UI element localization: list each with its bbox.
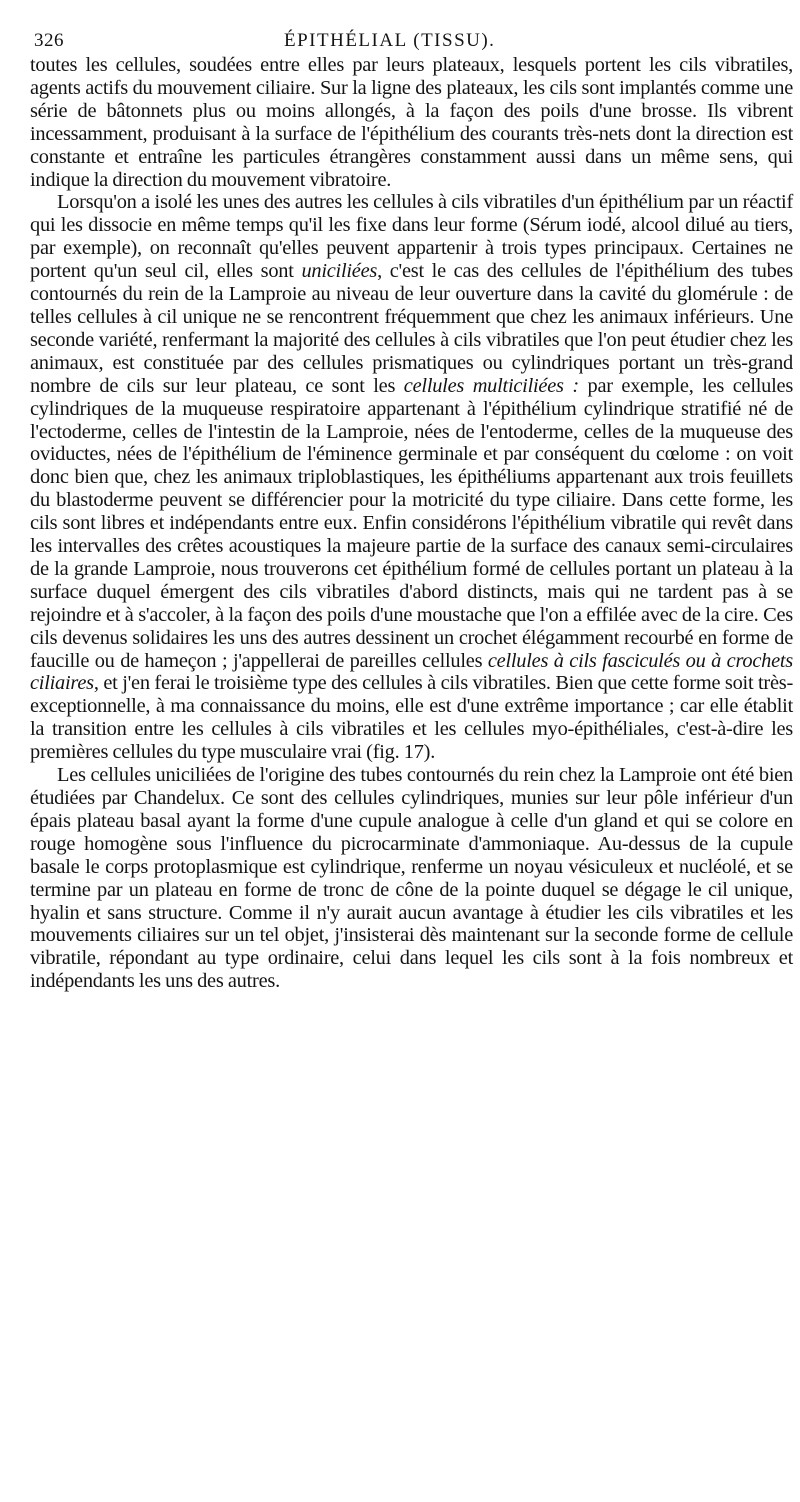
- text-run: , et j'en ferai le troisième type des cellules à cils vibratiles. Bien que cette forme soit très-exceptionnelle, à ma connaissance du moins, elle est d'une extrême importance ; car elle établit la transition entre les cellules à cils vibratiles et les cellules myo-épithéliales, c'est-à-dire les premières cellules du type musculaire vrai (fig. 17).: [30, 672, 793, 764]
- page-number: 326: [34, 30, 64, 51]
- running-head: [30, 20, 793, 54]
- text-run: , c'est le cas des cellules de l'épithélium des tubes contournés du rein de la Lamproie au niveau de leur ouverture dans la cavité du glomérule : de telles cellules à cil unique ne se rencontrent fréquemment que chez les animaux inférieurs. Une seconde variété, renfermant la majorité des cellules à cils vibratiles que l'on peut étudier chez les animaux, est constituée par des cellules prismatiques ou cylindriques portant un très-grand nombre de cils sur leur plateau, ce sont les: [30, 260, 793, 397]
- book-page: [30, 20, 793, 993]
- italic-term-cils-fascicules: cellules à cils fasciculés ou à crochets ciliaires: [30, 649, 793, 695]
- italic-term-uniciliees: uniciliées: [301, 260, 378, 283]
- text-run: Lorsqu'on a isolé les unes des autres les cellules à cils vibratiles d'un épithélium par un réactif qui les dissocie en même temps qu'il les fixe dans leur forme (Sérum iodé, alcool dilué au tiers, par exemple), on reconnaît qu'elles peuvent appartenir à trois types principaux. Certaines ne portent qu'un seul cil, elles sont: [30, 191, 793, 283]
- text-run: par exemple, les cellules cylindriques de la muqueuse respiratoire appartenant à l'épithélium cylindrique stratifié né de l'ectoderme, celles de l'intestin de la Lamproie, nées de l'entoderme, celles de la muqueuse des oviductes, nées de l'épithélium de l'éminence germinale et par conséquent du cœlome : on voit donc bien que, chez les animaux triploblastiques, les épithéliums appartenant aux trois feuillets du blastoderme peuvent se différencier pour la motricité du type ciliaire. Dans cette forme, les cils sont libres et indépendants entre eux. Enfin considérons l'épithélium vibratile qui revêt dans les intervalles des crêtes acoustiques la majeure partie de la surface des canaux semi-circulaires de la grande Lamproie, nous trouverons cet épithélium formé de cellules portant un plateau à la surface duquel émergent des cils vibratiles d'abord distincts, mais qui ne tardent pas à se rejoindre et à s'accoler, à la façon des poils d'une moustache que l'on a effilée avec de la cire. Ces cils devenus solidaires les uns des autres dessinent un crochet élégamment recourbé en forme de faucille ou de hameçon ; j'appellerai de pareilles cellules: [30, 374, 793, 672]
- paragraph-continuation: toutes les cellules, soudées entre elles par leurs plateaux, lesquels portent les cils vibratiles, agents actifs du mouvement ciliaire. Sur la ligne des plateaux, les cils sont implantés comme une série de bâtonnets plus ou moins allongés, à la façon des poils d'une brosse. Ils vibrent incessamment, produisant à la surface de l'épithélium des courants très-nets dont la direction est constante et entraîne les particules étrangères constamment aussi dans un même sens, qui indique la direction du mouvement vibratoire.: [30, 54, 793, 191]
- italic-term-multiciliees: cellules multiciliées :: [403, 374, 579, 397]
- paragraph-cell-types: [30, 191, 793, 764]
- body-text: [30, 54, 793, 993]
- running-title: ÉPITHÉLIAL (TISSU).: [284, 30, 496, 51]
- paragraph-uniciliees: Les cellules uniciliées de l'origine des tubes contournés du rein chez la Lamproie ont été bien étudiées par Chandelux. Ce sont des cellules cylindriques, munies sur leur pôle inférieur d'un épais plateau basal ayant la forme d'une cupule analogue à celle d'un gland et qui se colore en rouge homogène sous l'influence du picrocarminate d'ammoniaque. Au-dessus de la cupule basale le corps protoplasmique est cylindrique, renferme un noyau vésiculeux et nucléolé, et se termine par un plateau en forme de tronc de cône de la pointe duquel se dégage le cil unique, hyalin et sans structure. Comme il n'y aurait aucun avantage à étudier les cils vibratiles et les mouvements ciliaires sur un tel objet, j'insisterai dès maintenant sur la seconde forme de cellule vibratile, répondant au type ordinaire, celui dans lequel les cils sont à la fois nombreux et indépendants les uns des autres.: [30, 764, 793, 993]
